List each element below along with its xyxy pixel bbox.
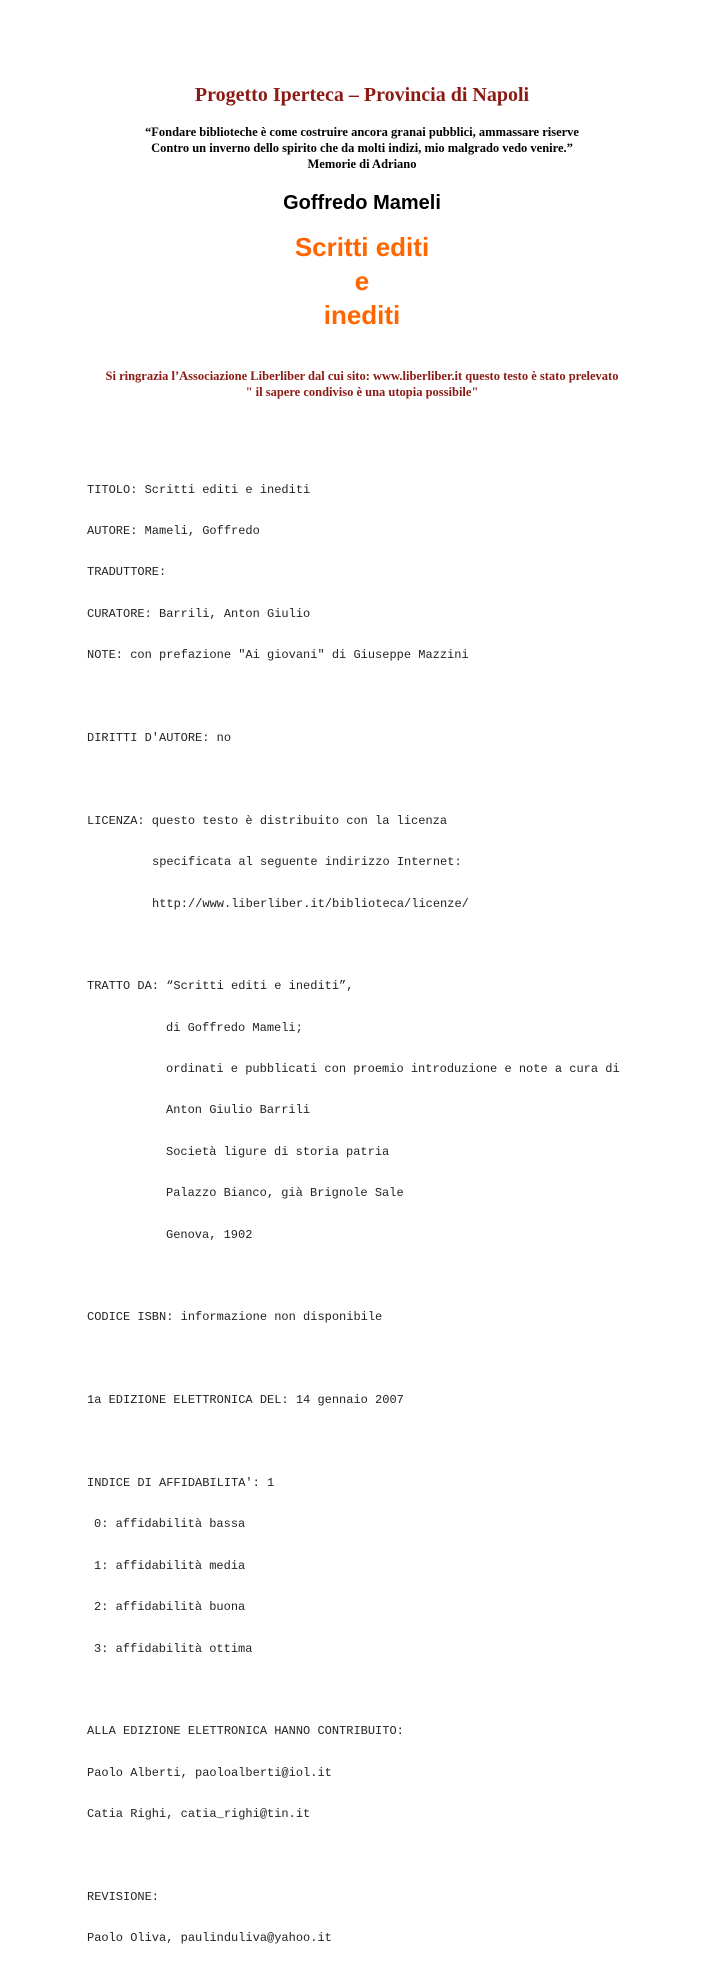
meta-affidabilita-item: 0: affidabilità bassa [94, 1517, 246, 1532]
meta-tratto-da-cont: Anton Giulio Barrili [166, 1103, 311, 1118]
meta-tratto-da-cont: Società ligure di storia patria [166, 1144, 390, 1159]
meta-tratto-da-cont: Palazzo Bianco, già Brignole Sale [166, 1186, 404, 1201]
title-line: e [354, 266, 370, 296]
meta-revisione: REVISIONE: [87, 1889, 160, 1904]
book-title [0, 230, 724, 332]
quote-line: “Fondare biblioteche è come costruire ancora granai pubblici, ammassare riserve [145, 125, 579, 139]
meta-contributori: ALLA EDIZIONE ELETTRONICA HANNO CONTRIBUITO: [87, 1724, 404, 1739]
meta-affidabilita-item: 3: affidabilità ottima [94, 1641, 253, 1656]
meta-note: NOTE: con prefazione "Ai giovani" di Giuseppe Mazzini [87, 648, 469, 663]
epigraph-quote [0, 124, 724, 172]
meta-affidabilita-item: 1: affidabilità media [94, 1558, 246, 1573]
project-title: Progetto Iperteca – Provincia di Napoli [194, 84, 530, 106]
title-line: Scritti editi [294, 232, 430, 262]
title-line: inediti [323, 300, 401, 330]
meta-contributore: Catia Righi, catia_righi@tin.it [87, 1807, 311, 1822]
meta-revisore: Paolo Oliva, paulinduliva@yahoo.it [87, 1931, 332, 1946]
meta-tratto-da-cont: ordinati e pubblicati con proemio introduzione e note a cura di [166, 1062, 620, 1077]
meta-contributore: Paolo Alberti, paoloalberti@iol.it [87, 1765, 332, 1780]
meta-edizione: 1a EDIZIONE ELETTRONICA DEL: 14 gennaio 2007 [87, 1393, 404, 1408]
meta-licenza: LICENZA: questo testo è distribuito con la licenza [87, 813, 448, 828]
meta-tratto-da: TRATTO DA: “Scritti editi e inediti”, [87, 979, 354, 994]
meta-titolo: TITOLO: Scritti editi e inediti [87, 482, 311, 497]
meta-traduttore: TRADUTTORE: [87, 565, 167, 580]
meta-affidabilita-item: 2: affidabilità buona [94, 1600, 246, 1615]
book-author: Goffredo Mameli [283, 192, 441, 214]
acknowledgement [0, 368, 724, 400]
meta-tratto-da-cont: Genova, 1902 [166, 1227, 253, 1242]
meta-tratto-da-cont: di Goffredo Mameli; [166, 1020, 303, 1035]
meta-curatore: CURATORE: Barrili, Anton Giulio [87, 606, 311, 621]
book-metadata [87, 456, 697, 1974]
meta-licenza-cont: specificata al seguente indirizzo Internet: [152, 855, 462, 870]
acknowledgement-line: Si ringrazia l’Associazione Liberliber dal cui sito: www.liberliber.it questo testo è stato prelevato [105, 369, 619, 383]
quote-source: Memorie di Adriano [307, 157, 417, 171]
meta-affidabilita: INDICE DI AFFIDABILITA': 1 [87, 1475, 275, 1490]
meta-autore: AUTORE: Mameli, Goffredo [87, 523, 260, 538]
meta-isbn: CODICE ISBN: informazione non disponibile [87, 1310, 383, 1325]
license-url: http://www.liberliber.it/biblioteca/licenze/ [152, 896, 469, 911]
acknowledgement-motto: " il sapere condiviso è una utopia possibile" [245, 385, 479, 399]
meta-diritti: DIRITTI D'AUTORE: no [87, 730, 232, 745]
quote-line: Contro un inverno dello spirito che da molti indizi, mio malgrado vedo venire.” [151, 141, 573, 155]
